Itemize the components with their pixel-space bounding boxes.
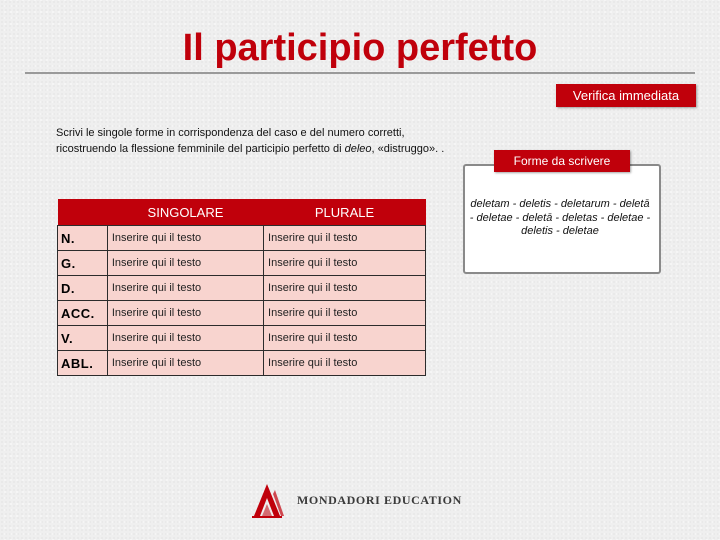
plural-input-cell[interactable]: Inserire qui il testo [264, 301, 426, 326]
plural-input-cell[interactable]: Inserire qui il testo [264, 276, 426, 301]
table-row [58, 351, 426, 376]
mondadori-a-logo-icon [252, 484, 284, 518]
case-label: N. [58, 226, 108, 251]
declension-table [57, 199, 426, 376]
singular-input-cell[interactable]: Inserire qui il testo [107, 251, 263, 276]
page-title: Il participio perfetto [182, 27, 538, 69]
instructions-text [56, 126, 456, 157]
verify-button[interactable]: Verifica immediata [556, 84, 696, 107]
plural-input-cell[interactable]: Inserire qui il testo [264, 351, 426, 376]
table-row [58, 301, 426, 326]
table-row [58, 251, 426, 276]
instructions-part-2: , «distruggo». . [371, 142, 445, 155]
singular-input-cell[interactable]: Inserire qui il testo [107, 276, 263, 301]
case-label: ABL. [58, 351, 108, 376]
case-label: ACC. [58, 301, 108, 326]
singular-input-cell[interactable]: Inserire qui il testo [107, 226, 263, 251]
plural-input-cell[interactable]: Inserire qui il testo [264, 226, 426, 251]
table-row [58, 326, 426, 351]
header-corner [58, 199, 108, 226]
singular-input-cell[interactable]: Inserire qui il testo [107, 301, 263, 326]
table-row [58, 226, 426, 251]
singular-input-cell[interactable]: Inserire qui il testo [107, 351, 263, 376]
case-label: G. [58, 251, 108, 276]
plural-input-cell[interactable]: Inserire qui il testo [264, 326, 426, 351]
forms-box-text: deletam - deletis - deletarum - deletā - deletae - deletā - deletas - deletae - deletis - deletae [469, 198, 651, 237]
plural-input-cell[interactable]: Inserire qui il testo [264, 251, 426, 276]
table-header-row [58, 199, 426, 226]
case-label: D. [58, 276, 108, 301]
title-divider [25, 72, 695, 74]
singular-input-cell[interactable]: Inserire qui il testo [107, 326, 263, 351]
instructions-verb: deleo [344, 142, 372, 155]
column-header-singular: SINGOLARE [107, 199, 263, 226]
column-header-plural: PLURALE [264, 199, 426, 226]
case-label: V. [58, 326, 108, 351]
logo-text: MONDADORI EDUCATION [297, 493, 462, 507]
instructions-part-1: Scrivi le singole forme in corrispondenza del caso e del numero corretti, ricostruendo la flessione femminile del participio perfetto di [56, 127, 405, 155]
forms-box-header: Forme da scrivere [494, 150, 630, 172]
table-row [58, 276, 426, 301]
